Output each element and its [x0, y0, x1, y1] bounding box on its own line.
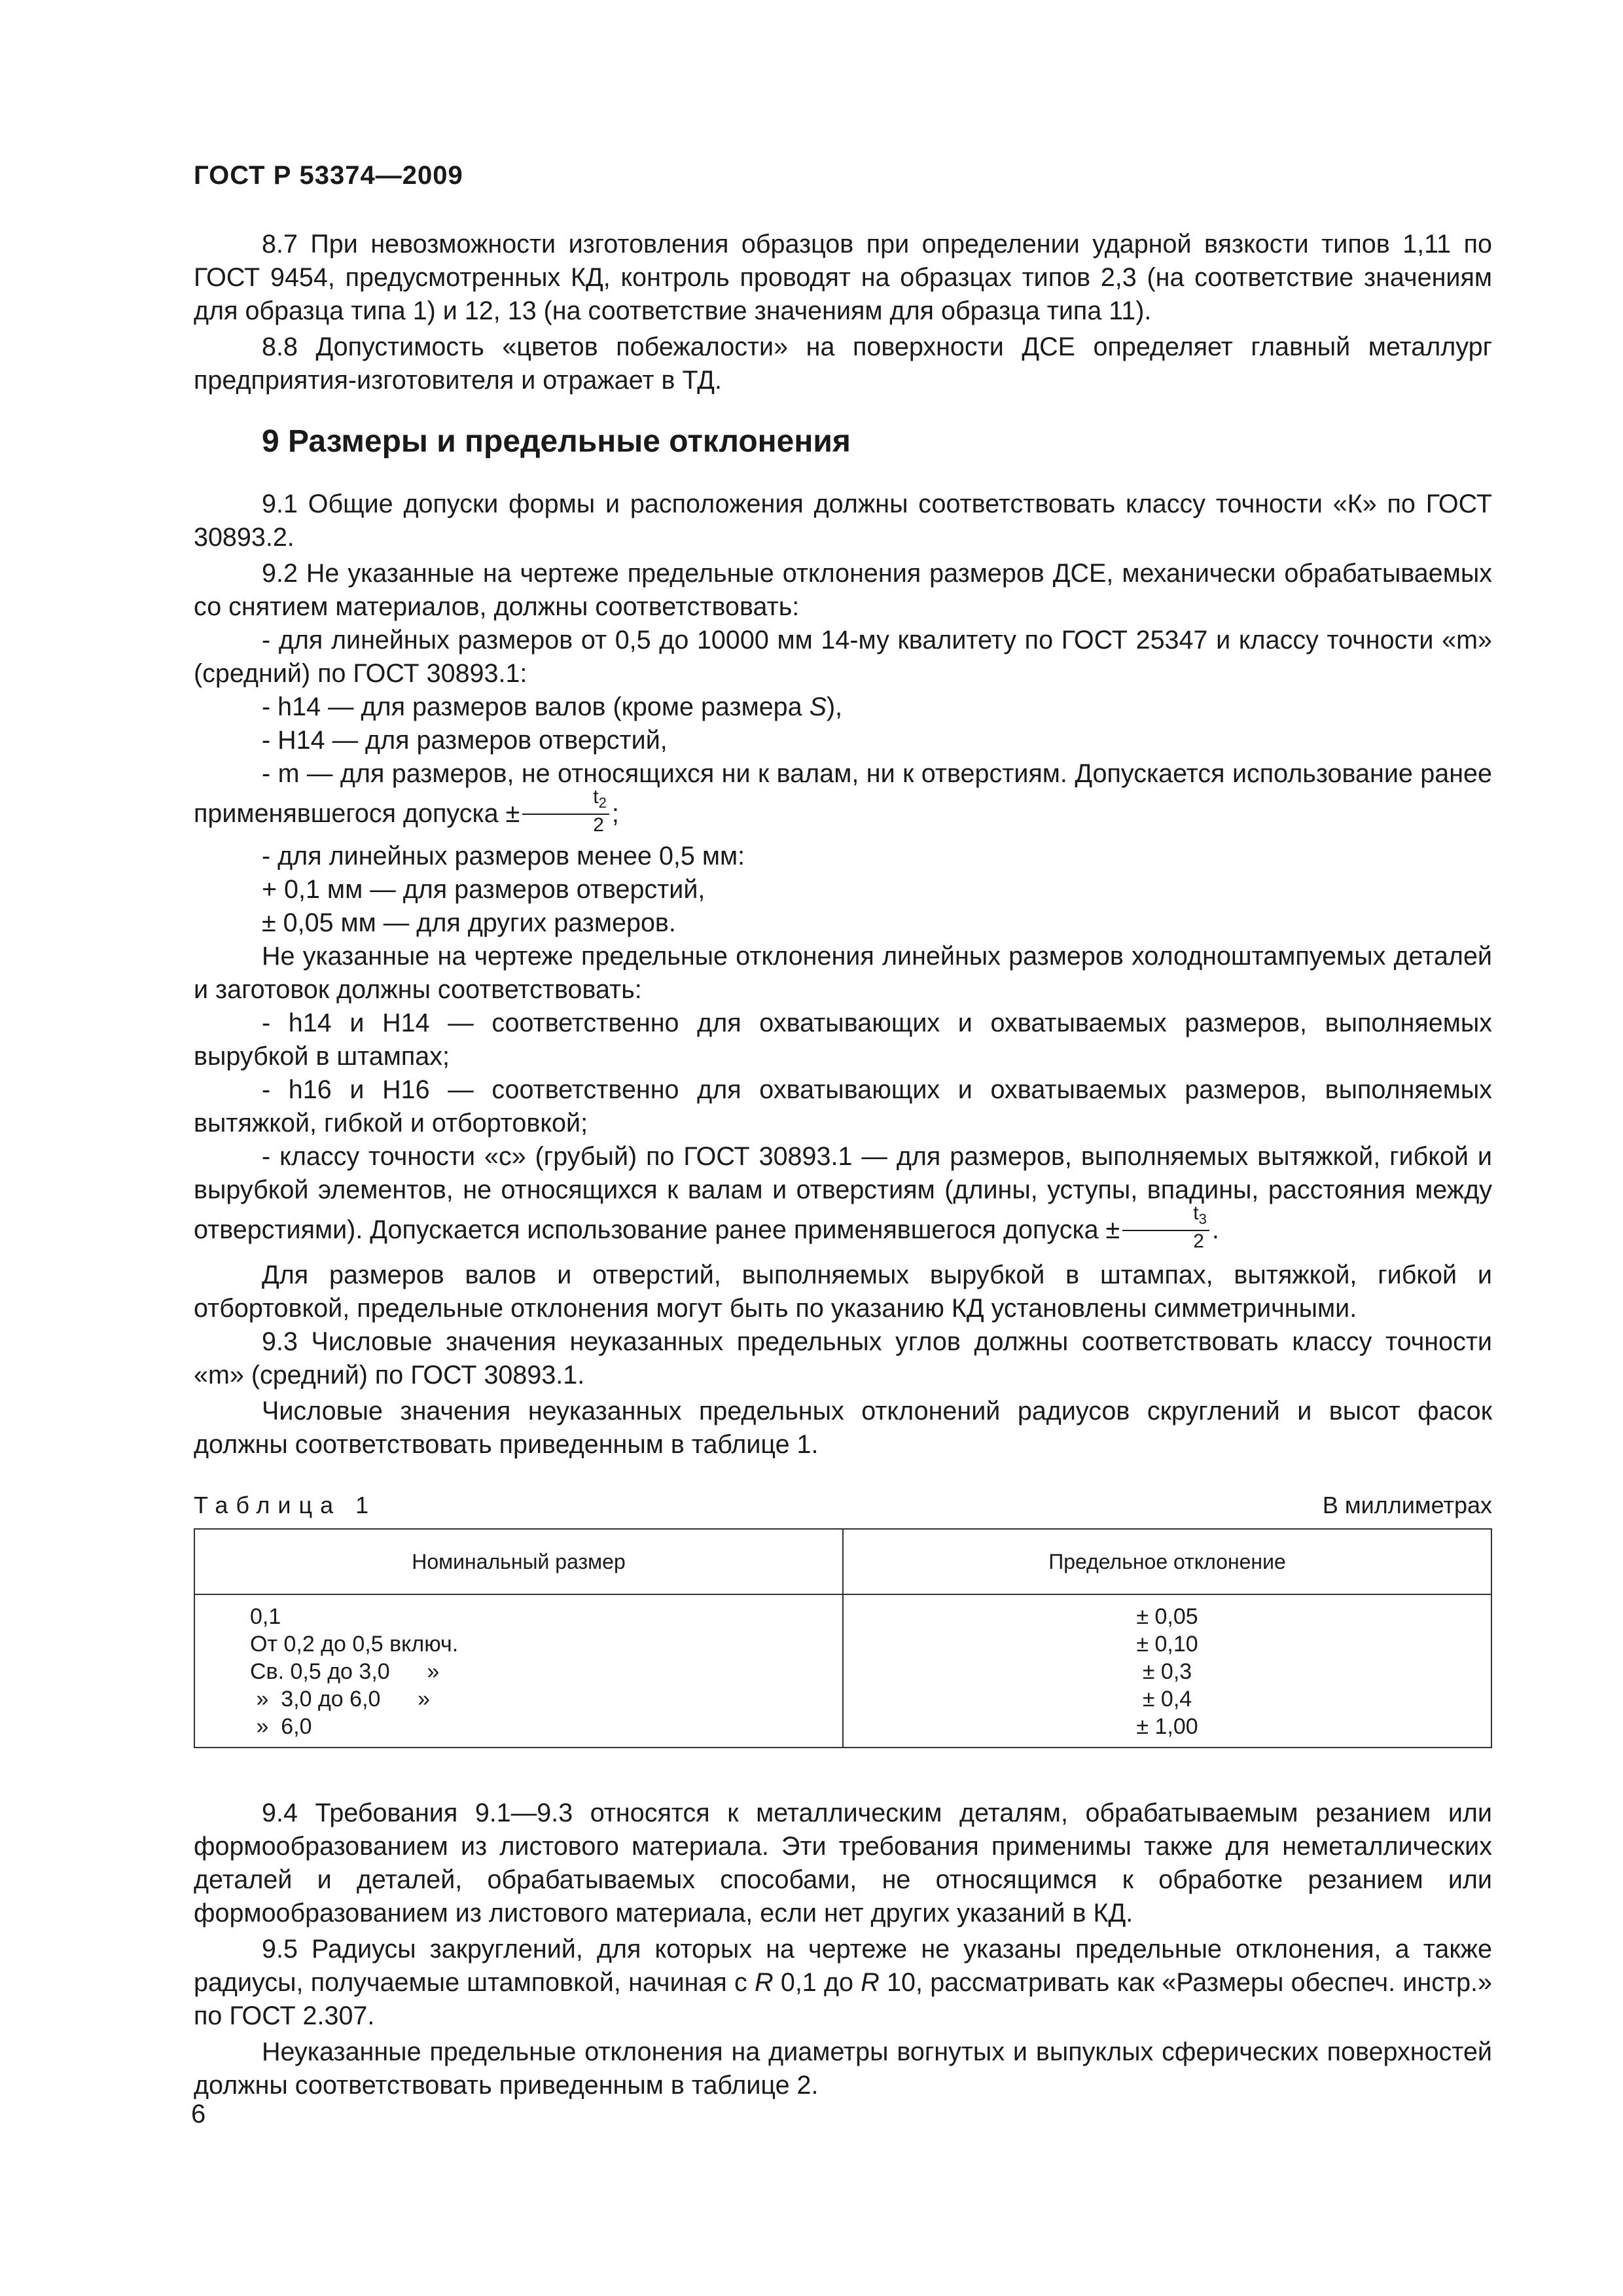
paragraph-spheres: Неуказанные предельные отклонения на диаметры вогнутых и выпуклых сферических поверхностей должны соответствовать приведенным в таблице 2.: [194, 2037, 1492, 2100]
paragraph-8-7: 8.7 При невозможности изготовления образцов при определении ударной вязкости типов 1,11 по ГОСТ 9454, предусмотренных КД, контроль проводят на образцах типов 2,3 (на соответствие значениям для образца типа 1) и 12, 13 (на соответствие значениям для образца типа 11).: [194, 230, 1492, 325]
table-cell-deviations: ± 0,05 ± 0,10 ± 0,3 ± 0,4 ± 1,00: [843, 1594, 1491, 1748]
table-col-nominal: Номинальный размер: [194, 1529, 843, 1594]
document-body: [194, 228, 1492, 2102]
list-item-pm: ± 0,05 мм — для других размеров.: [262, 908, 676, 937]
paragraph-9-3: 9.3 Числовые значения неуказанных предельных углов должны соответствовать классу точности «m» (средний) по ГОСТ 30893.1.: [194, 1327, 1492, 1390]
paragraph-radii: Числовые значения неуказанных предельных отклонений радиусов скруглений и высот фасок должны соответствовать приведенным в таблице 1.: [194, 1397, 1492, 1459]
list-item-h14-H14: - h14 и H14 — соответственно для охватывающих и охватываемых размеров, выполняемых вырубкой в штампах;: [194, 1009, 1492, 1071]
fraction-t3: $\frac{t_3}{2}$: [1122, 1203, 1209, 1252]
paragraph-9-5: 9.5 Радиусы закруглений, для которых на чертеже не указаны предельные отклонения, а также радиусы, получаемые штамповкой, начиная с R 0,1 до R 10, рассматривать как «Размеры обеспеч. инстр.» по ГОСТ 2.307.: [194, 1935, 1492, 2030]
list-item-plus: + 0,1 мм — для размеров отверстий,: [262, 875, 705, 904]
list-item-less: - для линейных размеров менее 0,5 мм:: [262, 842, 745, 870]
section-title: 9 Размеры и предельные отклонения: [262, 424, 851, 459]
list-item-H14: - H14 — для размеров отверстий,: [262, 726, 668, 755]
list-item-linear: - для линейных размеров от 0,5 до 10000 мм 14-му квалитету по ГОСТ 25347 и классу точности «m» (средний) по ГОСТ 30893.1:: [194, 626, 1492, 688]
list-item-h14: - h14 — для размеров валов (кроме размера S),: [262, 692, 843, 721]
table-1-title: Таблица 1: [194, 1492, 377, 1518]
table-1-units: В миллиметрах: [1322, 1492, 1492, 1518]
document-header: ГОСТ Р 53374—2009: [194, 161, 463, 190]
paragraph-cold-stamped: Не указанные на чертеже предельные отклонения линейных размеров холодноштампуемых деталей и заготовок должны соответствовать:: [194, 942, 1492, 1004]
paragraph-8-8: 8.8 Допустимость «цветов побежалости» на поверхности ДСЕ определяет главный металлург предприятия-изготовителя и отражает в ТД.: [194, 332, 1492, 395]
table-1: [194, 1528, 1492, 1748]
paragraph-symmetric: Для размеров валов и отверстий, выполняемых вырубкой в штампах, вытяжкой, гибкой и отбортовкой, предельные отклонения могут быть по указанию КД установлены симметричными.: [194, 1261, 1492, 1323]
table-col-deviation: Предельное отклонение: [843, 1529, 1491, 1594]
list-item-h16-H16: - h16 и H16 — соответственно для охватывающих и охватываемых размеров, выполняемых вытяжкой, гибкой и отбортовкой;: [194, 1075, 1492, 1138]
table-header-row: [194, 1529, 1491, 1594]
paragraph-9-1: 9.1 Общие допуски формы и расположения должны соответствовать классу точности «К» по ГОСТ 30893.2.: [194, 490, 1492, 552]
paragraph-9-4: 9.4 Требования 9.1—9.3 относятся к металлическим деталям, обрабатываемым резанием или формообразованием из листового материала. Эти требования применимы также для неметаллических деталей и деталей, обрабатываемых способами, не относящимся к обработке резанием или формообразованием из листового материала, если нет других указаний в КД.: [194, 1799, 1492, 1928]
table-1-caption: [194, 1490, 1492, 1520]
table-cell-sizes: 0,1 От 0,2 до 0,5 включ. Св. 0,5 до 3,0 » » 3,0 до 6,0 » » 6,0: [194, 1594, 843, 1748]
fraction-t2: $\frac{t_2}{2}$: [522, 787, 609, 836]
paragraph-9-2: 9.2 Не указанные на чертеже предельные отклонения размеров ДСЕ, механически обрабатываемых со снятием материалов, должны соответствовать:: [194, 559, 1492, 621]
list-item-class-c: - классу точности «с» (грубый) по ГОСТ 30893.1 — для размеров, выполняемых вытяжкой, гибкой и вырубкой элементов, не относящихся к валам и отверстиям (длины, уступы, впадины, расстояния между отверстиями). Допускается использование ранее применявшегося допуска ± $\frac{t_3}{2}$ .: [194, 1142, 1492, 1252]
table-row: [194, 1594, 1491, 1748]
list-item-m: - m — для размеров, не относящихся ни к валам, ни к отверстиям. Допускается использование ранее применявшегося допуска ± $\frac{t_2}{2}$ ;: [194, 759, 1492, 836]
page-number: 6: [191, 2100, 206, 2128]
